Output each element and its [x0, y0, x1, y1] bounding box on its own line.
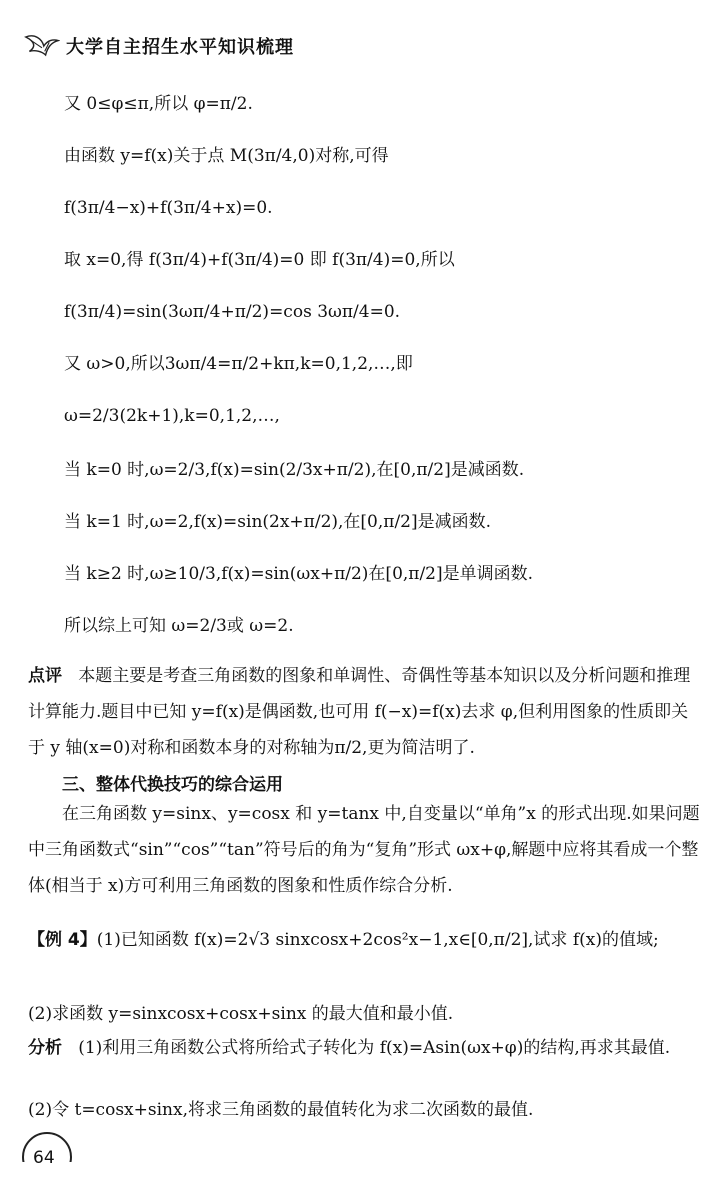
solution-line: 当 k≥2 时,ω≥10/3,f(x)=sin(ωx+π/2)在[0,π/2]是单调函数. — [64, 564, 534, 584]
solution-line: 由函数 y=f(x)关于点 M(3π/4,0)对称,可得 — [64, 146, 389, 166]
analysis-block — [28, 1030, 700, 1066]
section-text: 在三角函数 y=sinx、y=cosx 和 y=tanx 中,自变量以“单角”x 的形式出现.如果问题中三角函数式“sin”“cos”“tan”符号后的角为“复角”形式 ωx+φ,解题中应将其看成一个整体(相当于 x)方可利用三角函数的图象和性质作综合分析. — [28, 804, 700, 896]
solution-line: 又 ω>0,所以3ωπ/4=π/2+kπ,k=0,1,2,…,即 — [64, 354, 413, 374]
solution-line: ω=2/3(2k+1),k=0,1,2,…, — [64, 406, 280, 426]
comment-label: 点评 — [28, 666, 62, 686]
example-part2: (2)求函数 y=sinxcosx+cosx+sinx 的最大值和最小值. — [28, 1004, 454, 1024]
analysis-text1: (1)利用三角函数公式将所给式子转化为 f(x)=Asin(ωx+φ)的结构,再求其最值. — [78, 1038, 671, 1058]
page-number: 64 — [33, 1148, 55, 1168]
analysis-text2: (2)令 t=cosx+sinx,将求三角函数的最值转化为求二次函数的最值. — [28, 1100, 534, 1120]
analysis-label: 分析 — [28, 1038, 62, 1058]
example-label: 【例 4】 — [28, 930, 97, 950]
comment-block — [28, 658, 700, 766]
example-part1: (1)已知函数 f(x)=2√3 sinxcosx+2cos²x−1,x∈[0,π/2],试求 f(x)的值域; — [96, 930, 659, 950]
solution-line: 取 x=0,得 f(3π/4)+f(3π/4)=0 即 f(3π/4)=0,所以 — [64, 250, 455, 270]
solution-line: 又 0≤φ≤π,所以 φ=π/2. — [64, 94, 253, 114]
bird-logo-icon — [24, 31, 60, 61]
solution-line: 所以综上可知 ω=2/3或 ω=2. — [64, 616, 294, 636]
header-title: 大学自主招生水平知识梳理 — [66, 37, 294, 58]
solution-line: 当 k=0 时,ω=2/3,f(x)=sin(2/3x+π/2),在[0,π/2]是减函数. — [64, 460, 525, 480]
section-title: 三、整体代换技巧的综合运用 — [62, 775, 283, 795]
solution-line: 当 k=1 时,ω=2,f(x)=sin(2x+π/2),在[0,π/2]是减函数. — [64, 512, 492, 532]
solution-line: f(3π/4−x)+f(3π/4+x)=0. — [64, 198, 273, 218]
comment-text: 本题主要是考查三角函数的图象和单调性、奇偶性等基本知识以及分析问题和推理计算能力.题目中已知 y=f(x)是偶函数,也可用 f(−x)=f(x)去求 φ,但利用图象的性质即关于 y 轴(x=0)对称和函数本身的对称轴为π/2,更为简洁明了. — [28, 666, 691, 758]
example-4 — [28, 922, 700, 958]
solution-line: f(3π/4)=sin(3ωπ/4+π/2)=cos 3ωπ/4=0. — [64, 302, 401, 322]
page-header — [24, 28, 294, 64]
